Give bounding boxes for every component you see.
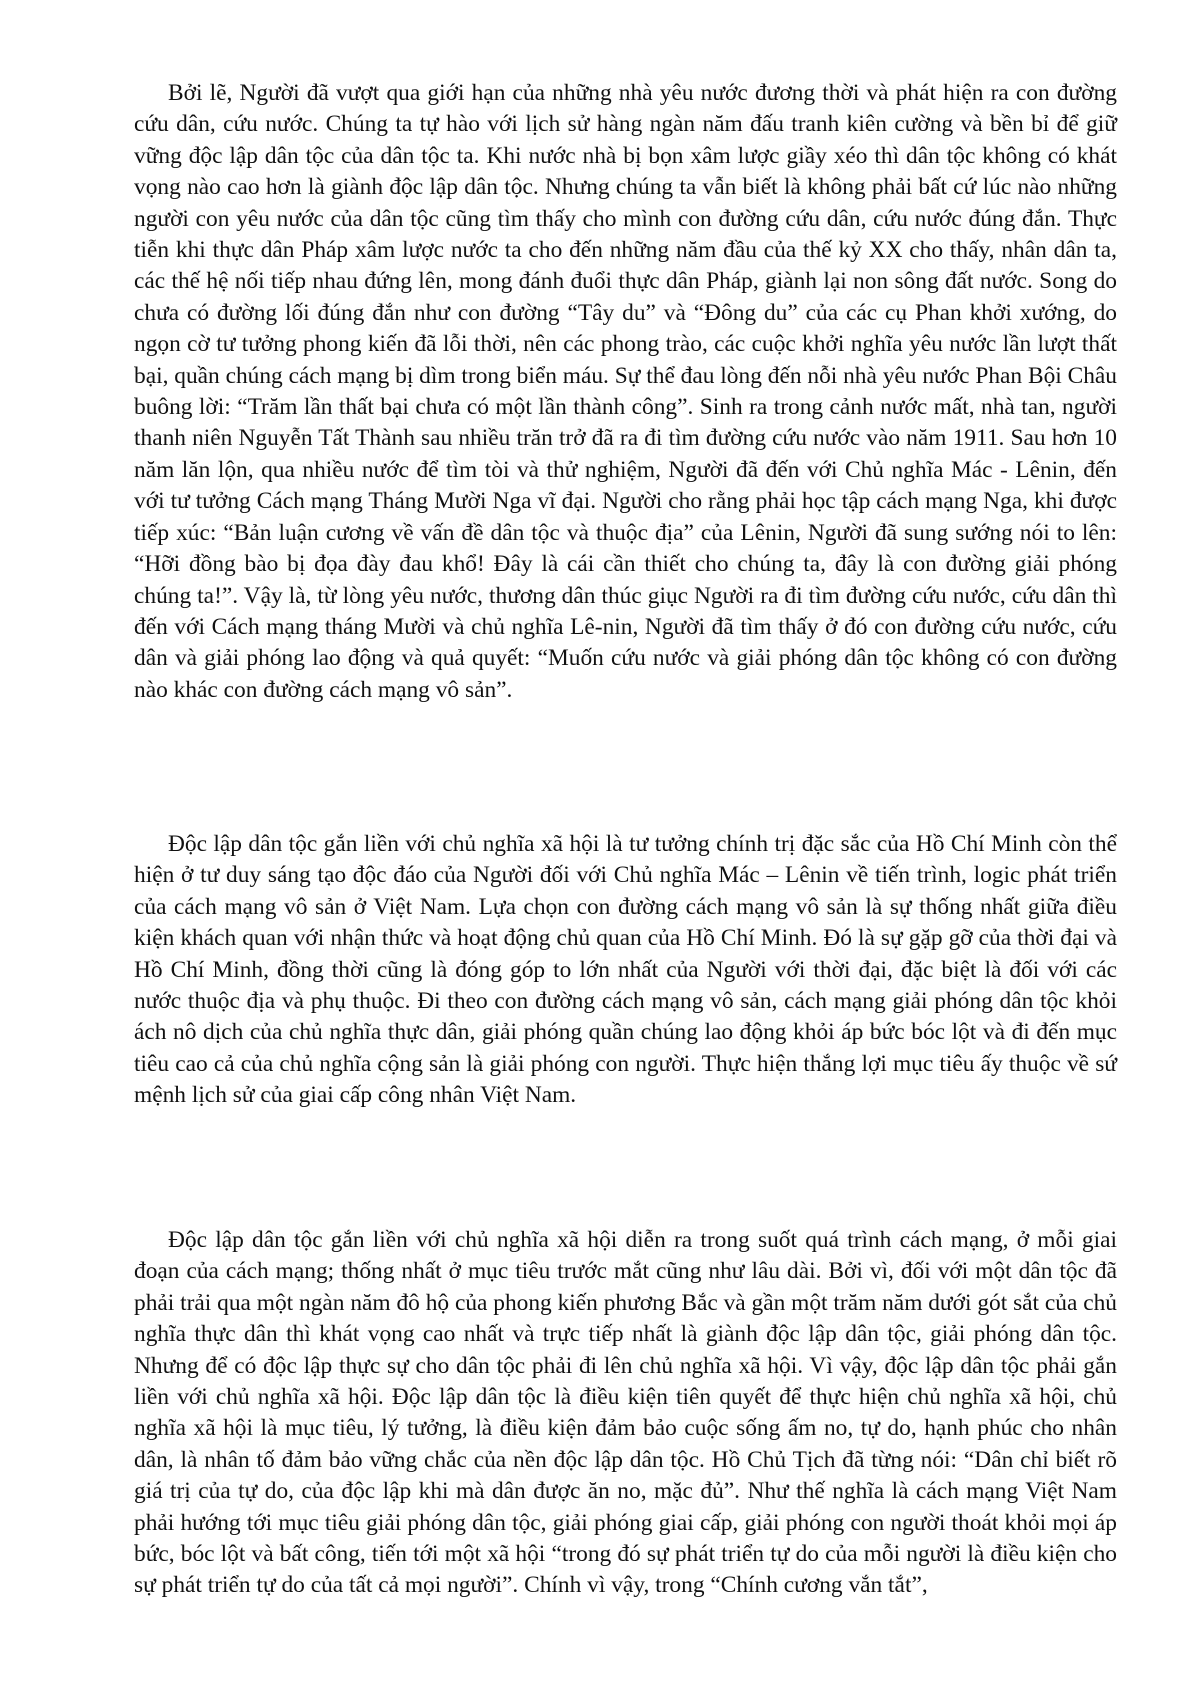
paragraph-2: Độc lập dân tộc gắn liền với chủ nghĩa xã hội là tư tưởng chính trị đặc sắc của Hồ Chí Minh còn thể hiện ở tư duy sáng tạo độc đáo của Người đối với Chủ nghĩa Mác – Lênin về tiến trình, logic phát triển của cách mạng vô sản ở Việt Nam. Lựa chọn con đường cách mạng vô sản là sự thống nhất giữa điều kiện khách quan với nhận thức và hoạt động chủ quan của Hồ Chí Minh. Đó là sự gặp gỡ của thời đại và Hồ Chí Minh, đồng thời cũng là đóng góp to lớn nhất của Người với thời đại, đặc biệt là đối với các nước thuộc địa và phụ thuộc. Đi theo con đường cách mạng vô sản, cách mạng giải phóng dân tộc khỏi ách nô dịch của chủ nghĩa thực dân, giải phóng quần chúng lao động khỏi áp bức bóc lột và đi đến mục tiêu cao cả của chủ nghĩa cộng sản là giải phóng con người. Thực hiện thắng lợi mục tiêu ấy thuộc về sứ mệnh lịch sử của giai cấp công nhân Việt Nam. [134, 831, 1117, 1109]
paragraph-1: Bởi lẽ, Người đã vượt qua giới hạn của những nhà yêu nước đương thời và phát hiện ra con đường cứu dân, cứu nước. Chúng ta tự hào với lịch sử hàng ngàn năm đấu tranh kiên cường và bền bỉ để giữ vững độc lập dân tộc của dân tộc ta. Khi nước nhà bị bọn xâm lược giầy xéo thì dân tộc không có khát vọng nào cao hơn là giành độc lập dân tộc. Nhưng chúng ta vẫn biết là không phải bất cứ lúc nào những người con yêu nước của dân tộc cũng tìm thấy cho mình con đường cứu dân, cứu nước đúng đắn. Thực tiễn khi thực dân Pháp xâm lược nước ta cho đến những năm đầu của thế kỷ XX cho thấy, nhân dân ta, các thế hệ nối tiếp nhau đứng lên, mong đánh đuổi thực dân Pháp, giành lại non sông đất nước. Song do chưa có đường lối đúng đắn như con đường “Tây du” và “Đông du” của các cụ Phan khởi xướng, do ngọn cờ tư tưởng phong kiến đã lỗi thời, nên các phong trào, các cuộc khởi nghĩa yêu nước lần lượt thất bại, quần chúng cách mạng bị dìm trong biển máu. Sự thể đau lòng đến nỗi nhà yêu nước Phan Bội Châu buông lời: “Trăm lần thất bại chưa có một lần thành công”. Sinh ra trong cảnh nước mất, nhà tan, người thanh niên Nguyễn Tất Thành sau nhiều trăn trở đã ra đi tìm đường cứu nước vào năm 1911. Sau hơn 10 năm lăn lộn, qua nhiều nước để tìm tòi và thử nghiệm, Người đã đến với Chủ nghĩa Mác - Lênin, đến với tư tưởng Cách mạng Tháng Mười Nga vĩ đại. Người cho rằng phải học tập cách mạng Nga, khi được tiếp xúc: “Bản luận cương về vấn đề dân tộc và thuộc địa” của Lênin, Người đã sung sướng nói to lên: “Hỡi đồng bào bị đọa đày đau khổ! Đây là cái cần thiết cho chúng ta, đây là con đường giải phóng chúng ta!”. Vậy là, từ lòng yêu nước, thương dân thúc giục Người ra đi tìm đường cứu nước, cứu dân thì đến với Cách mạng tháng Mười và chủ nghĩa Lê-nin, Người đã tìm thấy ở đó con đường cứu nước, cứu dân và giải phóng lao động và quả quyết: “Muốn cứu nước và giải phóng dân tộc không có con đường nào khác con đường cách mạng vô sản”. [134, 80, 1117, 703]
paragraph-3: Độc lập dân tộc gắn liền với chủ nghĩa xã hội diễn ra trong suốt quá trình cách mạng, ở mỗi giai đoạn của cách mạng; thống nhất ở mục tiêu trước mắt cũng như lâu dài. Bởi vì, đối với một dân tộc đã phải trải qua một ngàn năm đô hộ của phong kiến phương Bắc và gần một trăm năm dưới gót sắt của chủ nghĩa thực dân thì khát vọng cao nhất và trực tiếp nhất là giành độc lập dân tộc, giải phóng dân tộc. Nhưng để có độc lập thực sự cho dân tộc phải đi lên chủ nghĩa xã hội. Vì vậy, độc lập dân tộc phải gắn liền với chủ nghĩa xã hội. Độc lập dân tộc là điều kiện tiên quyết để thực hiện chủ nghĩa xã hội, chủ nghĩa xã hội là mục tiêu, lý tưởng, là điều kiện đảm bảo cuộc sống ấm no, tự do, hạnh phúc cho nhân dân, là nhân tố đảm bảo vững chắc của nền độc lập dân tộc. Hồ Chủ Tịch đã từng nói: “Dân chỉ biết rõ giá trị của tự do, của độc lập khi mà dân được ăn no, mặc đủ”. Như thế nghĩa là cách mạng Việt Nam phải hướng tới mục tiêu giải phóng dân tộc, giải phóng giai cấp, giải phóng con người thoát khỏi mọi áp bức, bóc lột và bất công, tiến tới một xã hội “trong đó sự phát triển tự do của mỗi người là điều kiện cho sự phát triển tự do của tất cả mọi người”. Chính vì vậy, trong “Chính cương vắn tắt”, [134, 1227, 1117, 1599]
